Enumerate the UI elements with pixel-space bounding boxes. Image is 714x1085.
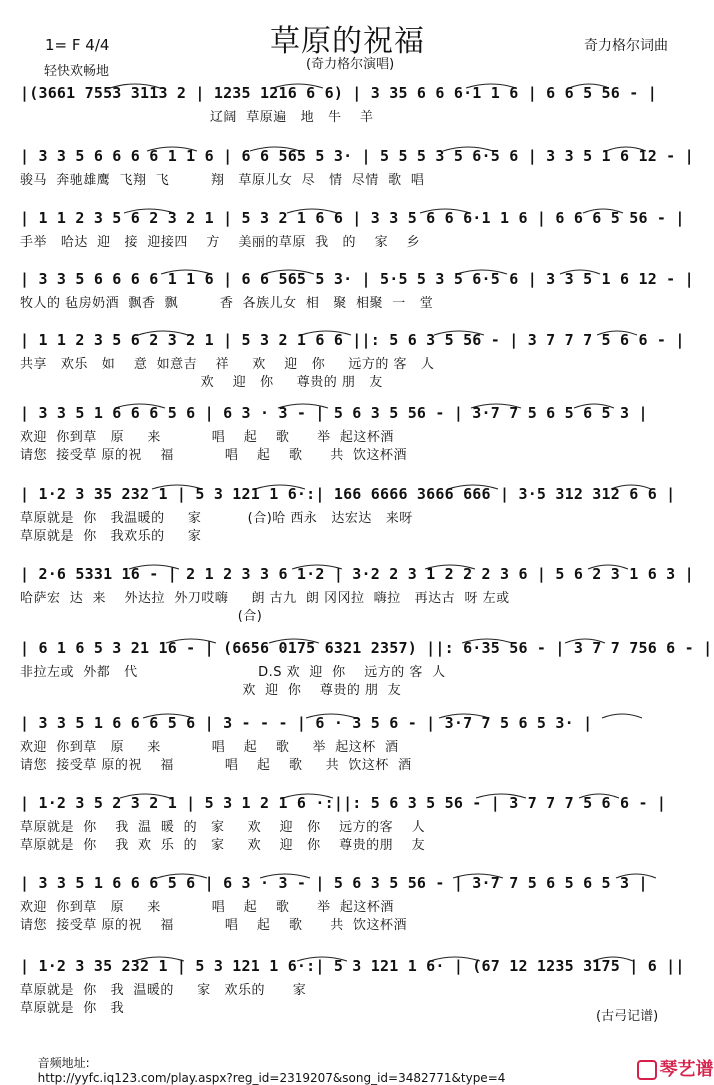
lyric-line-2: 请您 接受草 原的祝 福 唱 起 歌 共 饮这杯酒 [20, 448, 407, 463]
transcriber-credit: (古弓记谱) [596, 1009, 659, 1024]
lyric-line-2: 草原就是 你 我欢乐的 家 [20, 529, 202, 544]
notation-line: | 1 1 2 3 5 6 2 3 2 1 | 5 3 2 1 6 6 ||: 5 6 3 5 56 - | 3 7 7 7 5 6 6 - | [20, 331, 685, 349]
notation-line: | 3 3 5 1 6 6 6 5 6 | 6 3 · 3 - | 5 6 3 5 56 - | 3·7 7 5 6 5 6 5 3 | [20, 874, 648, 892]
score-system [0, 327, 708, 391]
score-system [0, 870, 708, 934]
lyric-line-1: 非拉左或 外都 代 D.S 欢 迎 你 远方的 客 人 [20, 665, 446, 680]
lyric-line-1: 草原就是 你 我 温暖的 家 欢乐的 家 [20, 983, 307, 998]
composer-credit: 奇力格尔词曲 [584, 38, 668, 54]
lyric-line-1: 共享 欢乐 如 意 如意吉 祥 欢 迎 你 远方的 客 人 [20, 357, 435, 372]
notation-line: | 3 3 5 6 6 6 6 1 1 6 | 6 6 565 5 3· | 5·5 5 3 5 6·5 6 | 3 3 5 1 6 12 - | [20, 270, 694, 288]
lyric-line-2: 欢 迎 你 尊贵的 朋 友 [20, 375, 383, 390]
song-title: 草原的祝福 [270, 24, 425, 59]
notation-line: | 1·2 3 35 232 1 | 5 3 121 1 6·:| 5 3 121 1 6· | (67 12 1235 3175 | 6 || [20, 957, 685, 975]
lyric-line-1: 手举 哈达 迎 接 迎接四 方 美丽的草原 我 的 家 乡 [20, 235, 421, 250]
singer-credit: (奇力格尔演唱) [306, 57, 395, 72]
lyric-line-1: 辽阔 草原遍 地 牛 羊 [20, 110, 374, 125]
audio-url[interactable]: http://yyfc.iq123.com/play.aspx?reg_id=2319207&song_id=3482771&type=4 [37, 1071, 506, 1085]
score-system [0, 481, 708, 545]
notation-line: | 1 1 2 3 5 6 2 3 2 1 | 5 3 2 1 6 6 | 3 3 5 6 6 6·1 1 6 | 6 6 6 5 56 - | [20, 209, 685, 227]
lyric-line-1: 欢迎 你到草 原 来 唱 起 歌 举 起这杯 酒 [20, 740, 399, 755]
score-system [0, 80, 708, 144]
key-signature: 1= F 4/4 [45, 36, 110, 54]
notation-line: | 3 3 5 1 6 6 6 5 6 | 3 - - - | 6 · 3 5 6 - | 3·7 7 5 6 5 3· | [20, 714, 593, 732]
lyric-line-1: 哈萨宏 达 来 外达拉 外刀哎嗨 朗 古九 朗 冈冈拉 嗨拉 再达古 呀 左或 [20, 591, 510, 606]
site-logo[interactable] [624, 1034, 714, 1081]
notation-line: | 3 3 5 6 6 6 6 1 1 6 | 6 6 565 5 3· | 5 5 5 3 5 6·5 6 | 3 3 5 1 6 12 - | [20, 147, 694, 165]
audio-address[interactable] [30, 1040, 505, 1085]
lyric-line-2: 请您 接受草 原的祝 福 唱 起 歌 共 饮这杯酒 [20, 918, 407, 933]
score-system [0, 205, 708, 269]
slur-mark [602, 714, 642, 718]
notation-line: |(3661 7553 3113 2 | 1235 1216 6 6) | 3 35 6 6 6·1 1 6 | 6 6 5 56 - | [20, 84, 657, 102]
notation-line: | 3 3 5 1 6 6 6 5 6 | 6 3 · 3 - | 5 6 3 5 56 - | 3·7 7 5 6 5 6 5 3 | [20, 404, 648, 422]
audio-label: 音频地址: [37, 1056, 90, 1070]
lyric-line-1: 草原就是 你 我温暖的 家 (合)哈 西永 达宏达 来呀 [20, 511, 413, 526]
lyric-line-2: 草原就是 你 我 [20, 1001, 125, 1016]
lyric-line-2: 请您 接受草 原的祝 福 唱 起 歌 共 饮这杯 酒 [20, 758, 412, 773]
lyric-line-1: 牧人的 毡房奶酒 飘香 飘 香 各族儿女 相 聚 相聚 一 堂 [20, 296, 434, 311]
score-system [0, 143, 708, 207]
logo-text: 琴艺谱 [659, 1059, 714, 1080]
notation-line: | 1·2 3 5 2 3 2 1 | 5 3 1 2 1 6 ·:||: 5 6 3 5 56 - | 3 7 7 7 5 6 6 - | [20, 794, 667, 812]
lyric-line-1: 欢迎 你到草 原 来 唱 起 歌 举 起这杯酒 [20, 430, 394, 445]
score-system [0, 635, 713, 699]
score-system [0, 266, 708, 330]
score-system [0, 790, 708, 854]
score-system [0, 400, 708, 464]
lyric-line-1: 骏马 奔驰雄鹰 飞翔 飞 翔 草原儿女 尽 情 尽情 歌 唱 [20, 173, 425, 188]
logo-icon [637, 1060, 657, 1080]
lyric-line-2: 草原就是 你 我 欢 乐 的 家 欢 迎 你 尊贵的朋 友 [20, 838, 426, 853]
notation-line: | 6 1 6 5 3 21 16 - | (6656 0175 6321 2357) ||: 6·35 56 - | 3 7 7 756 6 - | [20, 639, 713, 657]
score-system [0, 710, 708, 774]
notation-line: | 2·6 5331 16 - | 2 1 2 3 3 6 1·2 | 3·2 2 3 1 2 2 2 3 6 | 5 6 2 3 1 6 3 | [20, 565, 694, 583]
tempo-marking: 轻快欢畅地 [44, 64, 110, 79]
lyric-line-2: 欢 迎 你 尊贵的 朋 友 [20, 683, 402, 698]
score-system [0, 561, 708, 625]
lyric-line-1: 欢迎 你到草 原 来 唱 起 歌 举 起这杯酒 [20, 900, 394, 915]
lyric-line-2: (合) [20, 609, 263, 624]
notation-line: | 1·2 3 35 232 1 | 5 3 121 1 6·:| 166 6666 3666 666 | 3·5 312 312 6 6 | [20, 485, 676, 503]
lyric-line-1: 草原就是 你 我 温 暖 的 家 欢 迎 你 远方的客 人 [20, 820, 426, 835]
